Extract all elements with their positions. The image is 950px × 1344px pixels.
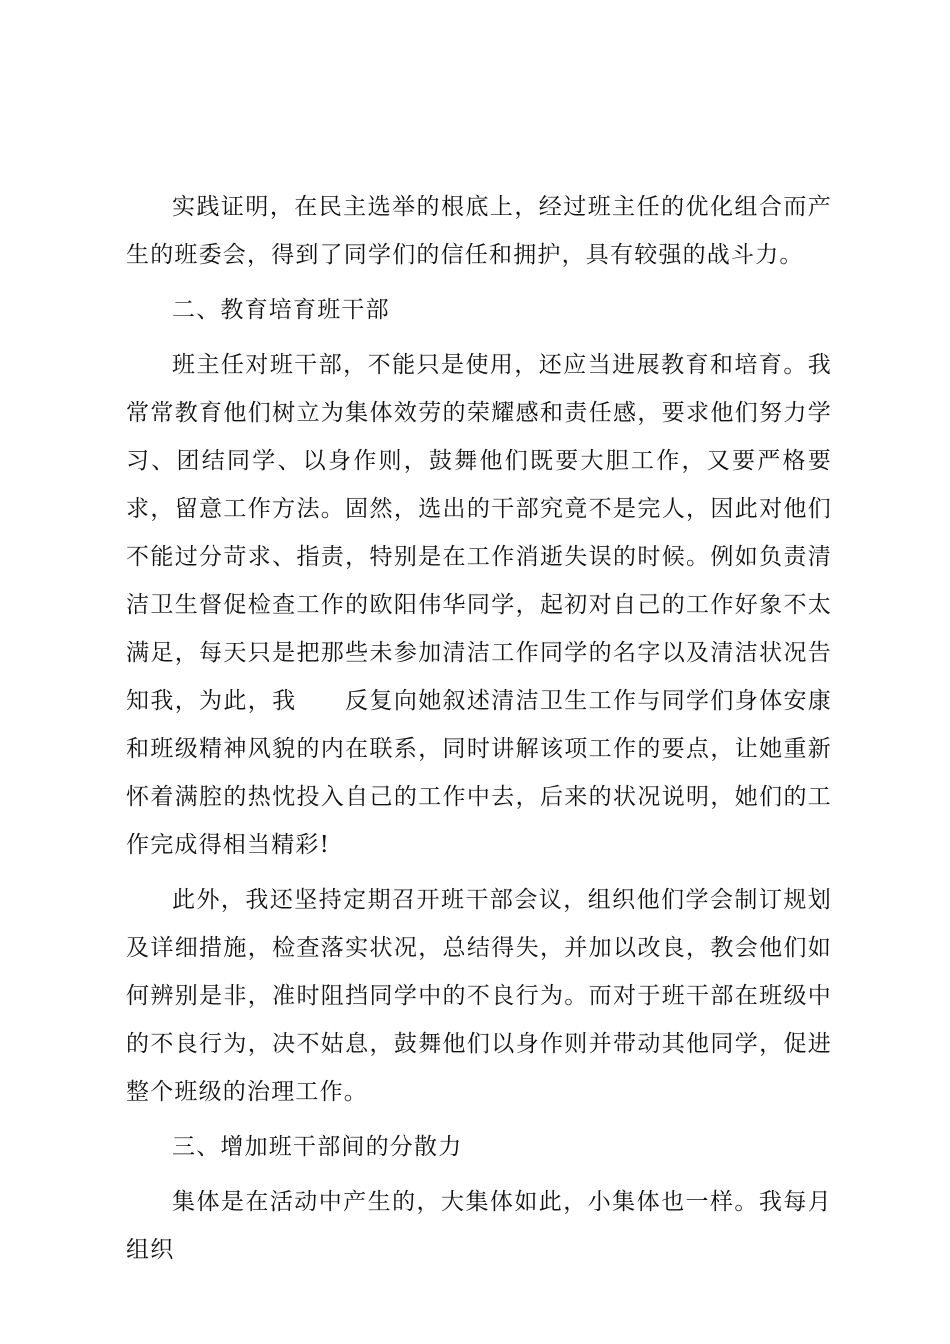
document-body	[126, 183, 832, 1281]
paragraph-educate-cadres: 班主任对班干部，不能只是使用，还应当进展教育和培育。我常常教育他们树立为集体效劳的荣耀感和责任感，要求他们努力学习、团结同学、以身作则，鼓舞他们既要大胆工作，又要严格要求，留意工作方法。固然，选出的干部究竟不是完人，因此对他们不能过分苛求、指责，特别是在工作消逝失误的时候。例如负责清洁卫生督促检查工作的欧阳伟华同学，起初对自己的工作好象不太满足，每天只是把那些未参加清洁工作同学的名字以及清洁状况告知我，为此，我 反复向她叙述清洁卫生工作与同学们身体安康和班级精神风貌的内在联系，同时讲解该项工作的要点，让她重新怀着满腔的热忱投入自己的工作中去，后来的状况说明，她们的工作完成得相当精彩!	[126, 352, 832, 858]
paragraph-regular-meetings: 此外，我还坚持定期召开班干部会议，组织他们学会制订规划及详细措施，检查落实状况，总结得失，并加以改良，教会他们如何辨别是非，准时阻挡同学中的不良行为。而对于班干部在班级中的不良行为，决不姑息，鼓舞他们以身作则并带动其他同学，促进整个班级的治理工作。	[126, 887, 832, 1105]
section-heading-three: 三、增加班干部间的分散力	[172, 1134, 463, 1160]
section-heading-two: 二、教育培育班干部	[172, 297, 390, 323]
paragraph-practice-proof: 实践证明，在民主选举的根底上，经过班主任的优化组合而产生的班委会，得到了同学们的信任和拥护，具有较强的战斗力。	[126, 194, 832, 268]
paragraph-collective-activity: 集体是在活动中产生的，大集体如此，小集体也一样。我每月组织	[126, 1189, 832, 1263]
